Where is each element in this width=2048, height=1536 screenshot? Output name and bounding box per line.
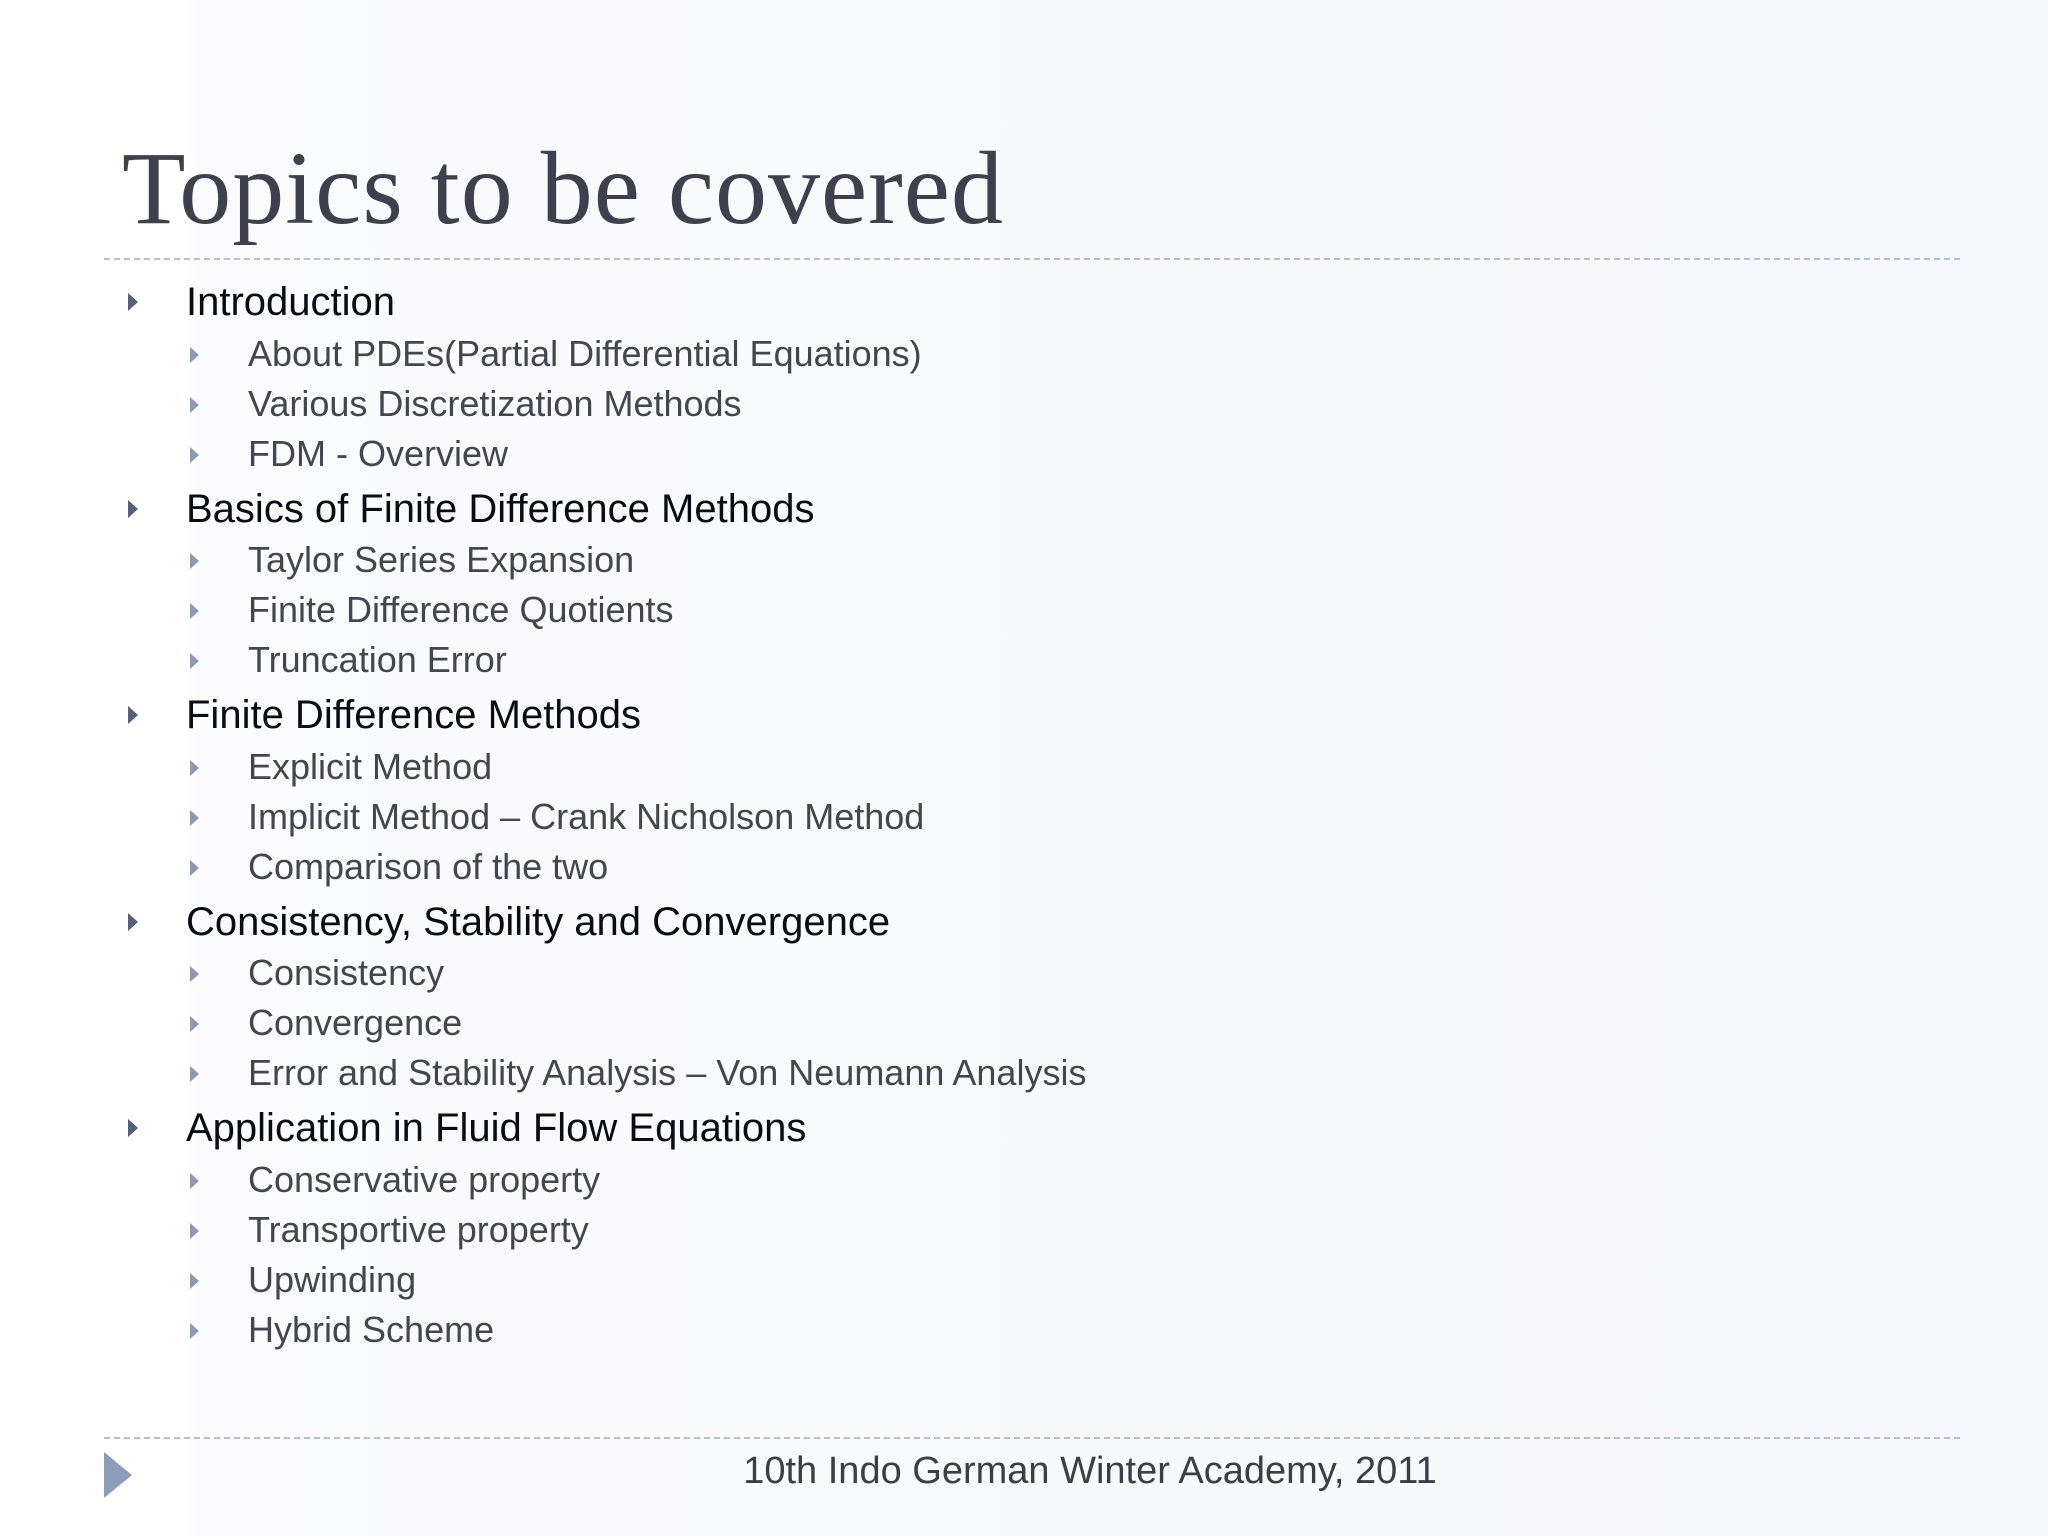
topic-label: Introduction <box>186 280 396 324</box>
triangle-bullet-icon <box>190 760 199 776</box>
subtopic-label: Implicit Method – Crank Nicholson Method <box>248 796 925 837</box>
subtopic-item <box>248 745 492 789</box>
subtopic-item <box>248 382 742 426</box>
footer-caption <box>0 1448 2048 1494</box>
subtopic-label: Comparison of the two <box>248 846 609 887</box>
triangle-bullet-icon <box>190 1016 199 1032</box>
triangle-bullet-icon <box>190 447 199 463</box>
topic-label: Finite Difference Methods <box>186 693 642 737</box>
triangle-bullet-icon <box>190 603 199 619</box>
triangle-bullet-icon <box>190 860 199 876</box>
topic-consistency-stability <box>186 898 890 946</box>
subtopic-label: About PDEs(Partial Differential Equations) <box>248 333 922 374</box>
triangle-bullet-icon <box>128 913 138 931</box>
subtopic-label: Hybrid Scheme <box>248 1309 495 1350</box>
topic-fluid-flow <box>186 1104 806 1152</box>
subtopic-label: Error and Stability Analysis – Von Neumann Analysis <box>248 1052 1087 1093</box>
subtopic-item <box>248 795 924 839</box>
subtopic-label: Transportive property <box>248 1209 589 1250</box>
triangle-bullet-icon <box>128 706 138 724</box>
subtopic-label: Truncation Error <box>248 639 507 680</box>
subtopic-item <box>248 951 444 995</box>
triangle-bullet-icon <box>190 553 199 569</box>
subtopic-item <box>248 332 922 376</box>
slide-title: Topics to be covered <box>122 131 1004 246</box>
triangle-bullet-icon <box>128 500 138 518</box>
topic-label: Basics of Finite Difference Methods <box>186 487 815 531</box>
triangle-bullet-icon <box>190 397 199 413</box>
subtopic-item <box>248 432 508 476</box>
subtopic-label: Upwinding <box>248 1259 417 1300</box>
subtopic-item <box>248 1158 600 1202</box>
footer-divider <box>104 1437 1960 1439</box>
subtopic-item <box>248 1051 1086 1095</box>
subtopic-label: Conservative property <box>248 1159 601 1200</box>
triangle-bullet-icon <box>128 1119 138 1137</box>
subtopic-label: Explicit Method <box>248 746 493 787</box>
subtopic-label: Taylor Series Expansion <box>248 539 635 580</box>
subtopic-item <box>248 1208 589 1252</box>
subtopic-label: Consistency <box>248 952 445 993</box>
subtopic-item <box>248 1308 494 1352</box>
subtopic-label: FDM - Overview <box>248 433 508 474</box>
subtopic-item <box>248 1001 462 1045</box>
triangle-bullet-icon <box>190 1173 199 1189</box>
subtopic-item <box>248 588 674 632</box>
triangle-bullet-icon <box>190 1273 199 1289</box>
triangle-bullet-icon <box>190 1223 199 1239</box>
triangle-bullet-icon <box>190 966 199 982</box>
topic-fdm <box>186 691 641 739</box>
triangle-bullet-icon <box>128 293 138 311</box>
subtopic-label: Finite Difference Quotients <box>248 589 674 630</box>
subtopic-item <box>248 1258 416 1302</box>
triangle-bullet-icon <box>190 653 199 669</box>
triangle-bullet-icon <box>190 1323 199 1339</box>
subtopic-item <box>248 638 507 682</box>
topic-label: Application in Fluid Flow Equations <box>186 1106 807 1150</box>
topic-introduction <box>186 278 395 326</box>
subtopic-item <box>248 845 608 889</box>
triangle-bullet-icon <box>190 1066 199 1082</box>
topic-basics-fdm <box>186 485 814 533</box>
triangle-bullet-icon <box>190 810 199 826</box>
topic-label: Consistency, Stability and Convergence <box>186 900 891 944</box>
subtopic-label: Convergence <box>248 1002 463 1043</box>
subtopic-label: Various Discretization Methods <box>248 383 742 424</box>
triangle-bullet-icon <box>190 347 199 363</box>
subtopic-item <box>248 538 634 582</box>
footer-label: 10th Indo German Winter Academy, 2011 <box>743 1450 1437 1492</box>
